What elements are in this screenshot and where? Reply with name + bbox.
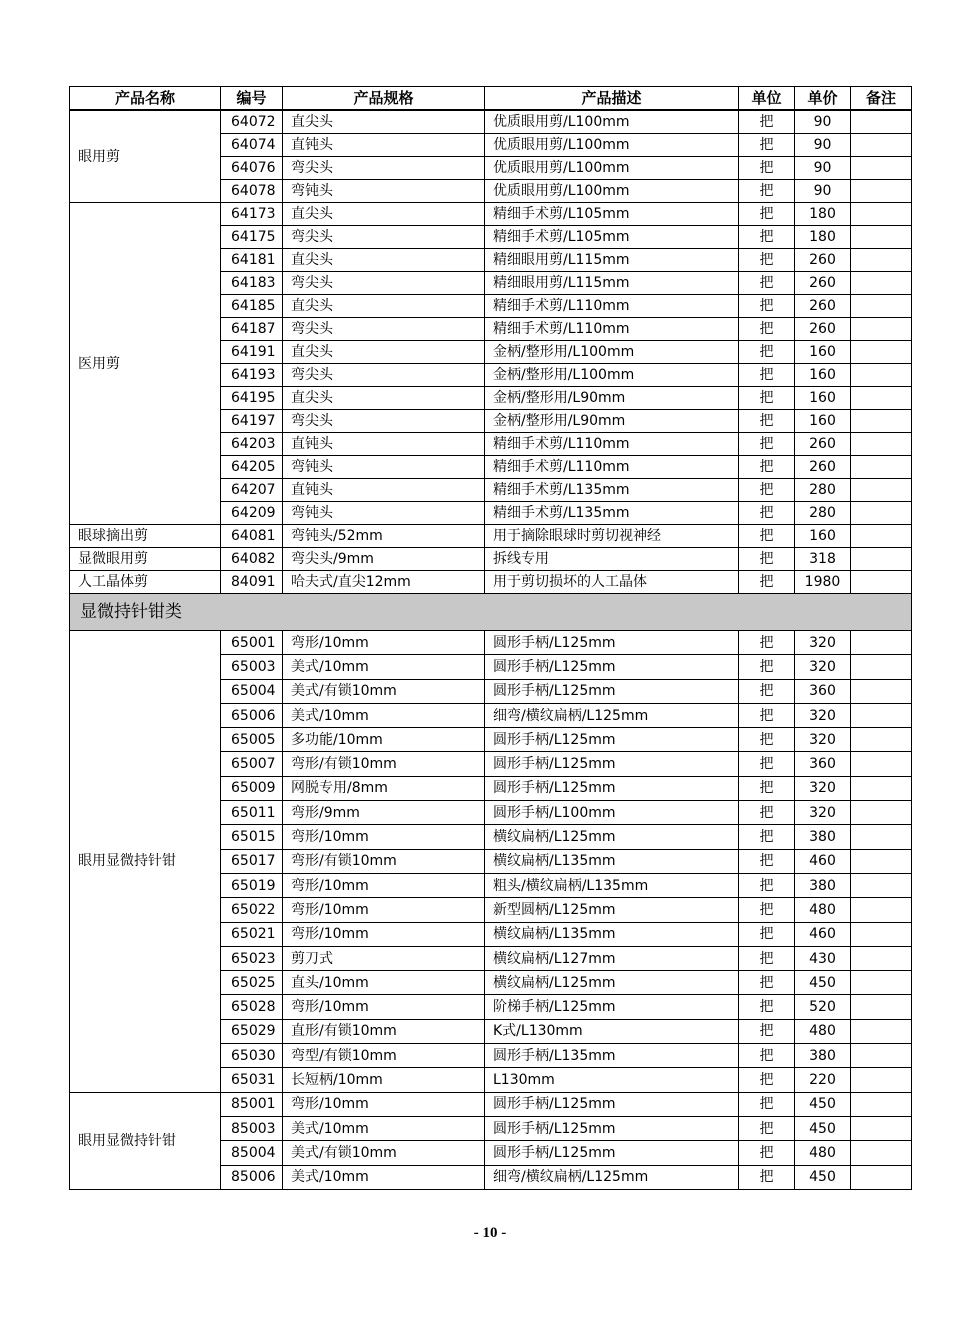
category-cell: 人工晶体剪 xyxy=(70,571,221,594)
code-cell: 64173 xyxy=(221,203,283,226)
spec-cell: 弯钝头 xyxy=(283,502,485,525)
header-description: 产品描述 xyxy=(485,87,739,111)
note-cell xyxy=(851,995,912,1019)
price-cell: 480 xyxy=(795,1019,851,1043)
price-cell: 520 xyxy=(795,995,851,1019)
description-cell: 精细手术剪/L110mm xyxy=(485,318,739,341)
note-cell xyxy=(851,295,912,318)
code-cell: 64074 xyxy=(221,134,283,157)
code-cell: 65025 xyxy=(221,971,283,995)
table-row xyxy=(70,203,912,226)
note-cell xyxy=(851,433,912,456)
note-cell xyxy=(851,203,912,226)
unit-cell: 把 xyxy=(739,728,795,752)
spec-cell: 直钝头 xyxy=(283,433,485,456)
description-cell: 优质眼用剪/L100mm xyxy=(485,180,739,203)
unit-cell: 把 xyxy=(739,203,795,226)
code-cell: 65006 xyxy=(221,703,283,727)
description-cell: 精细眼用剪/L115mm xyxy=(485,272,739,295)
header-note: 备注 xyxy=(851,87,912,111)
code-cell: 65001 xyxy=(221,631,283,655)
spec-cell: 弯形/有锁10mm xyxy=(283,752,485,776)
code-cell: 65003 xyxy=(221,655,283,679)
code-cell: 64207 xyxy=(221,479,283,502)
description-cell: 精细手术剪/L110mm xyxy=(485,295,739,318)
unit-cell: 把 xyxy=(739,479,795,502)
spec-cell: 直钝头 xyxy=(283,134,485,157)
note-cell xyxy=(851,728,912,752)
code-cell: 64175 xyxy=(221,226,283,249)
unit-cell: 把 xyxy=(739,249,795,272)
unit-cell: 把 xyxy=(739,364,795,387)
code-cell: 65011 xyxy=(221,801,283,825)
price-cell: 480 xyxy=(795,898,851,922)
note-cell xyxy=(851,571,912,594)
code-cell: 64183 xyxy=(221,272,283,295)
description-cell: 细弯/横纹扁柄/L125mm xyxy=(485,703,739,727)
description-cell: 精细手术剪/L135mm xyxy=(485,479,739,502)
code-cell: 65030 xyxy=(221,1044,283,1068)
price-cell: 318 xyxy=(795,548,851,571)
code-cell: 84091 xyxy=(221,571,283,594)
code-cell: 64205 xyxy=(221,456,283,479)
spec-cell: 美式/10mm xyxy=(283,1165,485,1189)
note-cell xyxy=(851,922,912,946)
description-cell: 优质眼用剪/L100mm xyxy=(485,110,739,134)
price-cell: 320 xyxy=(795,703,851,727)
price-cell: 160 xyxy=(795,410,851,433)
price-cell: 480 xyxy=(795,1141,851,1165)
spec-cell: 剪刀式 xyxy=(283,946,485,970)
code-cell: 65019 xyxy=(221,873,283,897)
note-cell xyxy=(851,655,912,679)
unit-cell: 把 xyxy=(739,995,795,1019)
description-cell: 圆形手柄/L125mm xyxy=(485,679,739,703)
description-cell: 圆形手柄/L125mm xyxy=(485,631,739,655)
code-cell: 65022 xyxy=(221,898,283,922)
price-cell: 320 xyxy=(795,776,851,800)
note-cell xyxy=(851,946,912,970)
unit-cell: 把 xyxy=(739,157,795,180)
price-cell: 180 xyxy=(795,203,851,226)
note-cell xyxy=(851,525,912,548)
price-cell: 360 xyxy=(795,752,851,776)
code-cell: 65005 xyxy=(221,728,283,752)
note-cell xyxy=(851,318,912,341)
unit-cell: 把 xyxy=(739,548,795,571)
code-cell: 65029 xyxy=(221,1019,283,1043)
description-cell: 细弯/横纹扁柄/L125mm xyxy=(485,1165,739,1189)
unit-cell: 把 xyxy=(739,1068,795,1092)
spec-cell: 弯钝头 xyxy=(283,456,485,479)
spec-cell: 直头/10mm xyxy=(283,971,485,995)
price-cell: 160 xyxy=(795,341,851,364)
price-cell: 430 xyxy=(795,946,851,970)
table-row xyxy=(70,1092,912,1116)
price-cell: 450 xyxy=(795,1165,851,1189)
header-spec: 产品规格 xyxy=(283,87,485,111)
code-cell: 64072 xyxy=(221,110,283,134)
price-cell: 260 xyxy=(795,318,851,341)
description-cell: 精细手术剪/L110mm xyxy=(485,456,739,479)
price-cell: 160 xyxy=(795,525,851,548)
note-cell xyxy=(851,776,912,800)
description-cell: 圆形手柄/L125mm xyxy=(485,1141,739,1165)
price-cell: 380 xyxy=(795,1044,851,1068)
code-cell: 64187 xyxy=(221,318,283,341)
price-cell: 260 xyxy=(795,249,851,272)
price-cell: 380 xyxy=(795,825,851,849)
category-cell: 医用剪 xyxy=(70,203,221,525)
note-cell xyxy=(851,898,912,922)
price-cell: 1980 xyxy=(795,571,851,594)
note-cell xyxy=(851,1165,912,1189)
spec-cell: 弯形/10mm xyxy=(283,825,485,849)
code-cell: 64197 xyxy=(221,410,283,433)
description-cell: 精细手术剪/L105mm xyxy=(485,226,739,249)
description-cell: 金柄/整形用/L100mm xyxy=(485,364,739,387)
code-cell: 64195 xyxy=(221,387,283,410)
header-unit: 单位 xyxy=(739,87,795,111)
header-row xyxy=(70,87,912,111)
code-cell: 64081 xyxy=(221,525,283,548)
unit-cell: 把 xyxy=(739,898,795,922)
spec-cell: 直尖头 xyxy=(283,341,485,364)
spec-cell: 弯形/有锁10mm xyxy=(283,849,485,873)
category-cell: 显微眼用剪 xyxy=(70,548,221,571)
header-price: 单价 xyxy=(795,87,851,111)
description-cell: 圆形手柄/L125mm xyxy=(485,1116,739,1140)
unit-cell: 把 xyxy=(739,110,795,134)
spec-cell: 弯尖头 xyxy=(283,157,485,180)
page-number: - 10 - xyxy=(473,1225,507,1241)
spec-cell: 弯尖头 xyxy=(283,226,485,249)
unit-cell: 把 xyxy=(739,226,795,249)
spec-cell: 弯形/10mm xyxy=(283,922,485,946)
price-cell: 380 xyxy=(795,873,851,897)
unit-cell: 把 xyxy=(739,873,795,897)
spec-cell: 直形/有锁10mm xyxy=(283,1019,485,1043)
spec-cell: 直尖头 xyxy=(283,295,485,318)
note-cell xyxy=(851,679,912,703)
spec-cell: 弯尖头/9mm xyxy=(283,548,485,571)
unit-cell: 把 xyxy=(739,1116,795,1140)
description-cell: 横纹扁柄/L125mm xyxy=(485,825,739,849)
code-cell: 65021 xyxy=(221,922,283,946)
description-cell: 金柄/整形用/L100mm xyxy=(485,341,739,364)
unit-cell: 把 xyxy=(739,456,795,479)
table-row xyxy=(70,571,912,594)
code-cell: 64082 xyxy=(221,548,283,571)
price-cell: 90 xyxy=(795,157,851,180)
price-cell: 260 xyxy=(795,433,851,456)
unit-cell: 把 xyxy=(739,631,795,655)
code-cell: 64185 xyxy=(221,295,283,318)
price-cell: 220 xyxy=(795,1068,851,1092)
price-cell: 90 xyxy=(795,134,851,157)
category-cell: 眼用显微持针钳 xyxy=(70,631,221,1093)
spec-cell: 美式/10mm xyxy=(283,1116,485,1140)
spec-cell: 弯形/10mm xyxy=(283,873,485,897)
header-product-name: 产品名称 xyxy=(70,87,221,111)
spec-cell: 哈夫式/直尖12mm xyxy=(283,571,485,594)
note-cell xyxy=(851,971,912,995)
unit-cell: 把 xyxy=(739,946,795,970)
price-cell: 90 xyxy=(795,110,851,134)
note-cell xyxy=(851,226,912,249)
code-cell: 64193 xyxy=(221,364,283,387)
header-code: 编号 xyxy=(221,87,283,111)
spec-cell: 弯形/10mm xyxy=(283,995,485,1019)
code-cell: 64078 xyxy=(221,180,283,203)
price-table xyxy=(69,86,912,1190)
description-cell: 圆形手柄/L125mm xyxy=(485,1092,739,1116)
price-cell: 280 xyxy=(795,502,851,525)
note-cell xyxy=(851,387,912,410)
price-cell: 320 xyxy=(795,728,851,752)
unit-cell: 把 xyxy=(739,295,795,318)
description-cell: 金柄/整形用/L90mm xyxy=(485,387,739,410)
description-cell: 横纹扁柄/L125mm xyxy=(485,971,739,995)
unit-cell: 把 xyxy=(739,1044,795,1068)
unit-cell: 把 xyxy=(739,410,795,433)
note-cell xyxy=(851,1068,912,1092)
code-cell: 64076 xyxy=(221,157,283,180)
unit-cell: 把 xyxy=(739,180,795,203)
description-cell: 优质眼用剪/L100mm xyxy=(485,157,739,180)
description-cell: 圆形手柄/L125mm xyxy=(485,728,739,752)
spec-cell: 弯尖头 xyxy=(283,410,485,433)
spec-cell: 直尖头 xyxy=(283,203,485,226)
spec-cell: 多功能/10mm xyxy=(283,728,485,752)
note-cell xyxy=(851,110,912,134)
unit-cell: 把 xyxy=(739,1141,795,1165)
table-row xyxy=(70,631,912,655)
unit-cell: 把 xyxy=(739,655,795,679)
description-cell: 精细手术剪/L105mm xyxy=(485,203,739,226)
note-cell xyxy=(851,752,912,776)
spec-cell: 网脱专用/8mm xyxy=(283,776,485,800)
section-title: 显微持针钳类 xyxy=(70,594,912,631)
code-cell: 64191 xyxy=(221,341,283,364)
unit-cell: 把 xyxy=(739,502,795,525)
note-cell xyxy=(851,502,912,525)
note-cell xyxy=(851,272,912,295)
table-row xyxy=(70,525,912,548)
price-cell: 260 xyxy=(795,295,851,318)
unit-cell: 把 xyxy=(739,825,795,849)
category-cell: 眼球摘出剪 xyxy=(70,525,221,548)
price-cell: 460 xyxy=(795,922,851,946)
code-cell: 64203 xyxy=(221,433,283,456)
code-cell: 65015 xyxy=(221,825,283,849)
code-cell: 64209 xyxy=(221,502,283,525)
price-cell: 260 xyxy=(795,456,851,479)
spec-cell: 弯尖头 xyxy=(283,272,485,295)
description-cell: 横纹扁柄/L127mm xyxy=(485,946,739,970)
note-cell xyxy=(851,1116,912,1140)
price-cell: 320 xyxy=(795,655,851,679)
code-cell: 65023 xyxy=(221,946,283,970)
description-cell: 精细眼用剪/L115mm xyxy=(485,249,739,272)
unit-cell: 把 xyxy=(739,318,795,341)
unit-cell: 把 xyxy=(739,801,795,825)
code-cell: 65004 xyxy=(221,679,283,703)
note-cell xyxy=(851,341,912,364)
note-cell xyxy=(851,479,912,502)
spec-cell: 直尖头 xyxy=(283,249,485,272)
unit-cell: 把 xyxy=(739,1019,795,1043)
spec-cell: 美式/有锁10mm xyxy=(283,679,485,703)
spec-cell: 弯型/有锁10mm xyxy=(283,1044,485,1068)
description-cell: 圆形手柄/L100mm xyxy=(485,801,739,825)
spec-cell: 直尖头 xyxy=(283,387,485,410)
price-cell: 280 xyxy=(795,479,851,502)
description-cell: 横纹扁柄/L135mm xyxy=(485,849,739,873)
description-cell: 拆线专用 xyxy=(485,548,739,571)
table-row xyxy=(70,110,912,134)
description-cell: 金柄/整形用/L90mm xyxy=(485,410,739,433)
price-cell: 260 xyxy=(795,272,851,295)
unit-cell: 把 xyxy=(739,703,795,727)
note-cell xyxy=(851,548,912,571)
note-cell xyxy=(851,180,912,203)
description-cell: 用于摘除眼球时剪切视神经 xyxy=(485,525,739,548)
code-cell: 85001 xyxy=(221,1092,283,1116)
unit-cell: 把 xyxy=(739,433,795,456)
unit-cell: 把 xyxy=(739,1165,795,1189)
note-cell xyxy=(851,364,912,387)
category-cell: 眼用剪 xyxy=(70,110,221,203)
unit-cell: 把 xyxy=(739,571,795,594)
spec-cell: 弯形/10mm xyxy=(283,631,485,655)
description-cell: 横纹扁柄/L135mm xyxy=(485,922,739,946)
code-cell: 85003 xyxy=(221,1116,283,1140)
spec-cell: 长短柄/10mm xyxy=(283,1068,485,1092)
price-cell: 320 xyxy=(795,631,851,655)
price-cell: 180 xyxy=(795,226,851,249)
code-cell: 65009 xyxy=(221,776,283,800)
note-cell xyxy=(851,1019,912,1043)
spec-cell: 弯形/10mm xyxy=(283,898,485,922)
price-cell: 90 xyxy=(795,180,851,203)
code-cell: 65031 xyxy=(221,1068,283,1092)
spec-cell: 美式/有锁10mm xyxy=(283,1141,485,1165)
description-cell: 新型圆柄/L125mm xyxy=(485,898,739,922)
description-cell: 精细手术剪/L135mm xyxy=(485,502,739,525)
spec-cell: 美式/10mm xyxy=(283,655,485,679)
note-cell xyxy=(851,801,912,825)
spec-cell: 弯钝头 xyxy=(283,180,485,203)
unit-cell: 把 xyxy=(739,341,795,364)
code-cell: 85004 xyxy=(221,1141,283,1165)
note-cell xyxy=(851,456,912,479)
spec-cell: 直钝头 xyxy=(283,479,485,502)
code-cell: 65017 xyxy=(221,849,283,873)
description-cell: 精细手术剪/L110mm xyxy=(485,433,739,456)
price-cell: 160 xyxy=(795,364,851,387)
price-cell: 320 xyxy=(795,801,851,825)
note-cell xyxy=(851,410,912,433)
spec-cell: 美式/10mm xyxy=(283,703,485,727)
spec-cell: 弯形/10mm xyxy=(283,1092,485,1116)
note-cell xyxy=(851,849,912,873)
price-cell: 450 xyxy=(795,1092,851,1116)
note-cell xyxy=(851,873,912,897)
price-cell: 160 xyxy=(795,387,851,410)
price-cell: 460 xyxy=(795,849,851,873)
unit-cell: 把 xyxy=(739,679,795,703)
description-cell: L130mm xyxy=(485,1068,739,1092)
code-cell: 65007 xyxy=(221,752,283,776)
section-row xyxy=(70,594,912,631)
description-cell: K式/L130mm xyxy=(485,1019,739,1043)
spec-cell: 弯尖头 xyxy=(283,364,485,387)
unit-cell: 把 xyxy=(739,922,795,946)
category-cell: 眼用显微持针钳 xyxy=(70,1092,221,1189)
spec-cell: 弯形/9mm xyxy=(283,801,485,825)
description-cell: 用于剪切损坏的人工晶体 xyxy=(485,571,739,594)
description-cell: 圆形手柄/L135mm xyxy=(485,1044,739,1068)
spec-cell: 直尖头 xyxy=(283,110,485,134)
unit-cell: 把 xyxy=(739,525,795,548)
unit-cell: 把 xyxy=(739,387,795,410)
note-cell xyxy=(851,249,912,272)
note-cell xyxy=(851,825,912,849)
price-cell: 360 xyxy=(795,679,851,703)
note-cell xyxy=(851,1092,912,1116)
unit-cell: 把 xyxy=(739,849,795,873)
code-cell: 65028 xyxy=(221,995,283,1019)
description-cell: 圆形手柄/L125mm xyxy=(485,752,739,776)
unit-cell: 把 xyxy=(739,752,795,776)
table-row xyxy=(70,548,912,571)
note-cell xyxy=(851,1141,912,1165)
unit-cell: 把 xyxy=(739,1092,795,1116)
note-cell xyxy=(851,1044,912,1068)
description-cell: 圆形手柄/L125mm xyxy=(485,776,739,800)
note-cell xyxy=(851,157,912,180)
unit-cell: 把 xyxy=(739,971,795,995)
spec-cell: 弯尖头 xyxy=(283,318,485,341)
note-cell xyxy=(851,703,912,727)
note-cell xyxy=(851,134,912,157)
code-cell: 85006 xyxy=(221,1165,283,1189)
description-cell: 粗头/横纹扁柄/L135mm xyxy=(485,873,739,897)
note-cell xyxy=(851,631,912,655)
unit-cell: 把 xyxy=(739,272,795,295)
unit-cell: 把 xyxy=(739,134,795,157)
description-cell: 优质眼用剪/L100mm xyxy=(485,134,739,157)
description-cell: 阶梯手柄/L125mm xyxy=(485,995,739,1019)
spec-cell: 弯钝头/52mm xyxy=(283,525,485,548)
price-cell: 450 xyxy=(795,971,851,995)
code-cell: 64181 xyxy=(221,249,283,272)
unit-cell: 把 xyxy=(739,776,795,800)
price-cell: 450 xyxy=(795,1116,851,1140)
description-cell: 圆形手柄/L125mm xyxy=(485,655,739,679)
